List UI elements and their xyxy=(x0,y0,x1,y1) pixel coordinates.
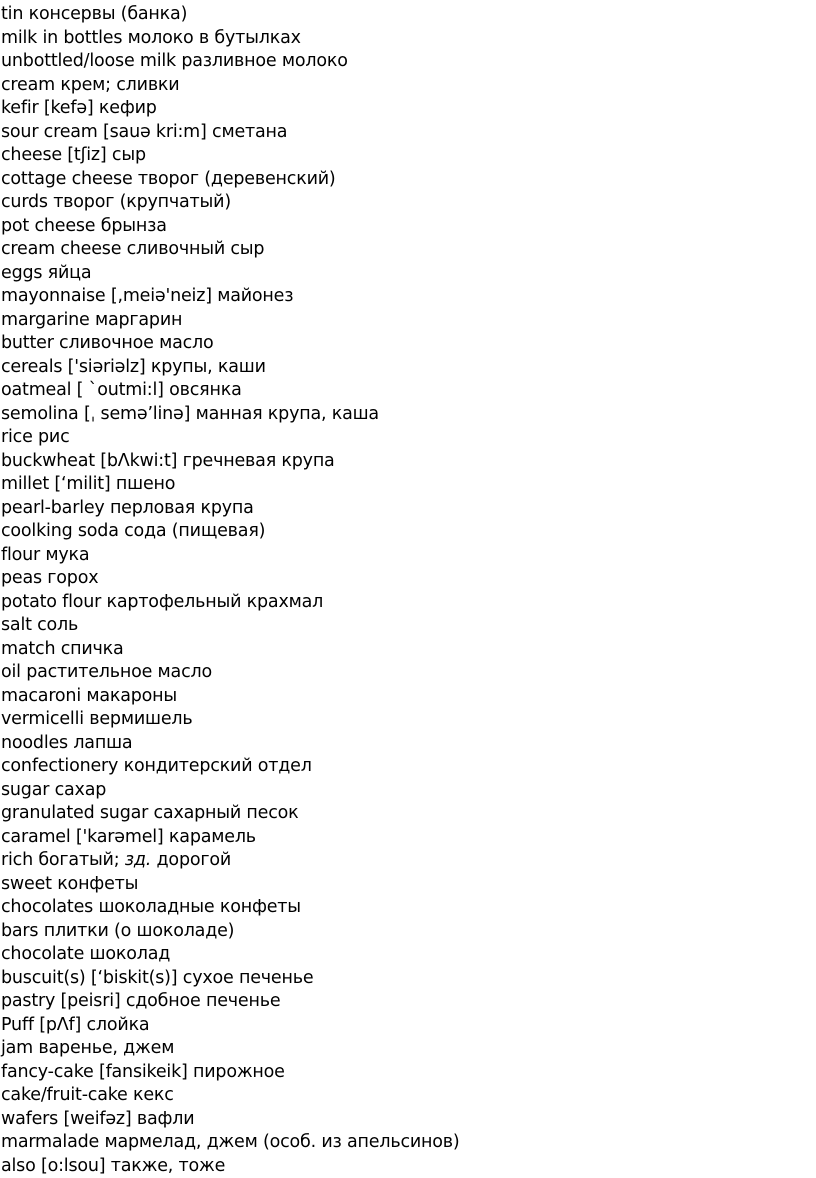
entry-text: rich богатый; xyxy=(1,850,125,870)
list-item: granulated sugar сахарный песок xyxy=(1,803,299,823)
list-item: tin консервы (банка) xyxy=(1,4,188,24)
list-item: also [o:lsou] также, тоже xyxy=(1,1155,226,1176)
list-item: chocolates шоколадные конфеты xyxy=(1,897,301,917)
list-item: oatmeal [ `outmi:l] овсянка xyxy=(1,380,242,400)
list-item: buckwheat [bΛkwi:t] гречневая крупа xyxy=(1,450,335,471)
list-item: sugar сахар xyxy=(1,779,107,800)
list-item: Puff [pΛf] слойка xyxy=(1,1014,150,1035)
list-item: cereals ['siəriəlz] крупы, каши xyxy=(1,356,266,377)
list-item: cake/fruit-cake кекс xyxy=(1,1085,174,1105)
list-item: chocolate шоколад xyxy=(1,944,171,964)
list-item: butter сливочное масло xyxy=(1,333,214,353)
list-item: buscuit(s) [‘biskit(s)] сухое печенье xyxy=(1,967,314,988)
list-item: margarine маргарин xyxy=(1,309,183,330)
list-item: milk in bottles молоко в бутылках xyxy=(1,27,301,48)
list-item: coolking soda сода (пищевая) xyxy=(1,521,266,541)
list-item: oil растительное масло xyxy=(1,662,212,682)
list-item: flour мука xyxy=(1,544,90,565)
list-item: cream cheese сливочный сыр xyxy=(1,239,265,259)
list-item: unbottled/loose milk разливное молоко xyxy=(1,51,348,71)
list-item: bars плитки (о шоколаде) xyxy=(1,920,235,941)
list-item: cheese [tʃiz] сыр xyxy=(1,145,146,165)
list-item: cream крем; сливки xyxy=(1,74,180,95)
list-item: peas горох xyxy=(1,568,99,588)
list-item: sweet конфеты xyxy=(1,873,139,894)
list-item: confectionery кондитерский отдел xyxy=(1,756,312,776)
list-item: pot cheese брынза xyxy=(1,215,167,236)
list-item: rice рис xyxy=(1,427,70,447)
list-item: millet [‘milit] пшено xyxy=(1,474,176,494)
list-item: match спичка xyxy=(1,638,124,659)
list-item: eggs яйца xyxy=(1,262,92,283)
list-item: macaroni макароны xyxy=(1,685,178,706)
list-item: semolina [ˌ semə’linə] манная крупа, каша xyxy=(1,403,379,424)
list-item: vermicelli вермишель xyxy=(1,709,193,729)
list-item: pearl-barley перловая крупа xyxy=(1,497,254,518)
list-item: marmalade мармелад, джем (особ. из апельсинов) xyxy=(1,1132,460,1152)
list-item: noodles лапша xyxy=(1,732,133,753)
abbreviation: зд. xyxy=(124,850,152,870)
list-item: mayonnaise [,meiə'neiz] майонез xyxy=(1,286,294,306)
list-item: curds творог (крупчатый) xyxy=(1,192,231,212)
list-item: caramel ['karəmel] карамель xyxy=(1,826,256,847)
list-item: pastry [peisri] сдобное печенье xyxy=(1,991,281,1011)
list-item: wafers [weifəz] вафли xyxy=(1,1108,195,1129)
list-item: sour cream [sauə kri:m] сметана xyxy=(1,121,288,142)
list-item: salt соль xyxy=(1,615,79,635)
list-item xyxy=(1,849,816,873)
list-item: cottage cheese творог (деревенский) xyxy=(1,168,336,189)
entry-text: дорогой xyxy=(151,850,232,870)
list-item: kefir [kefə] кефир xyxy=(1,98,157,118)
list-item: potato flour картофельный крахмал xyxy=(1,591,324,612)
list-item: jam варенье, джем xyxy=(1,1038,175,1058)
list-item: fancy-cake [fansikeik] пирожное xyxy=(1,1061,285,1082)
